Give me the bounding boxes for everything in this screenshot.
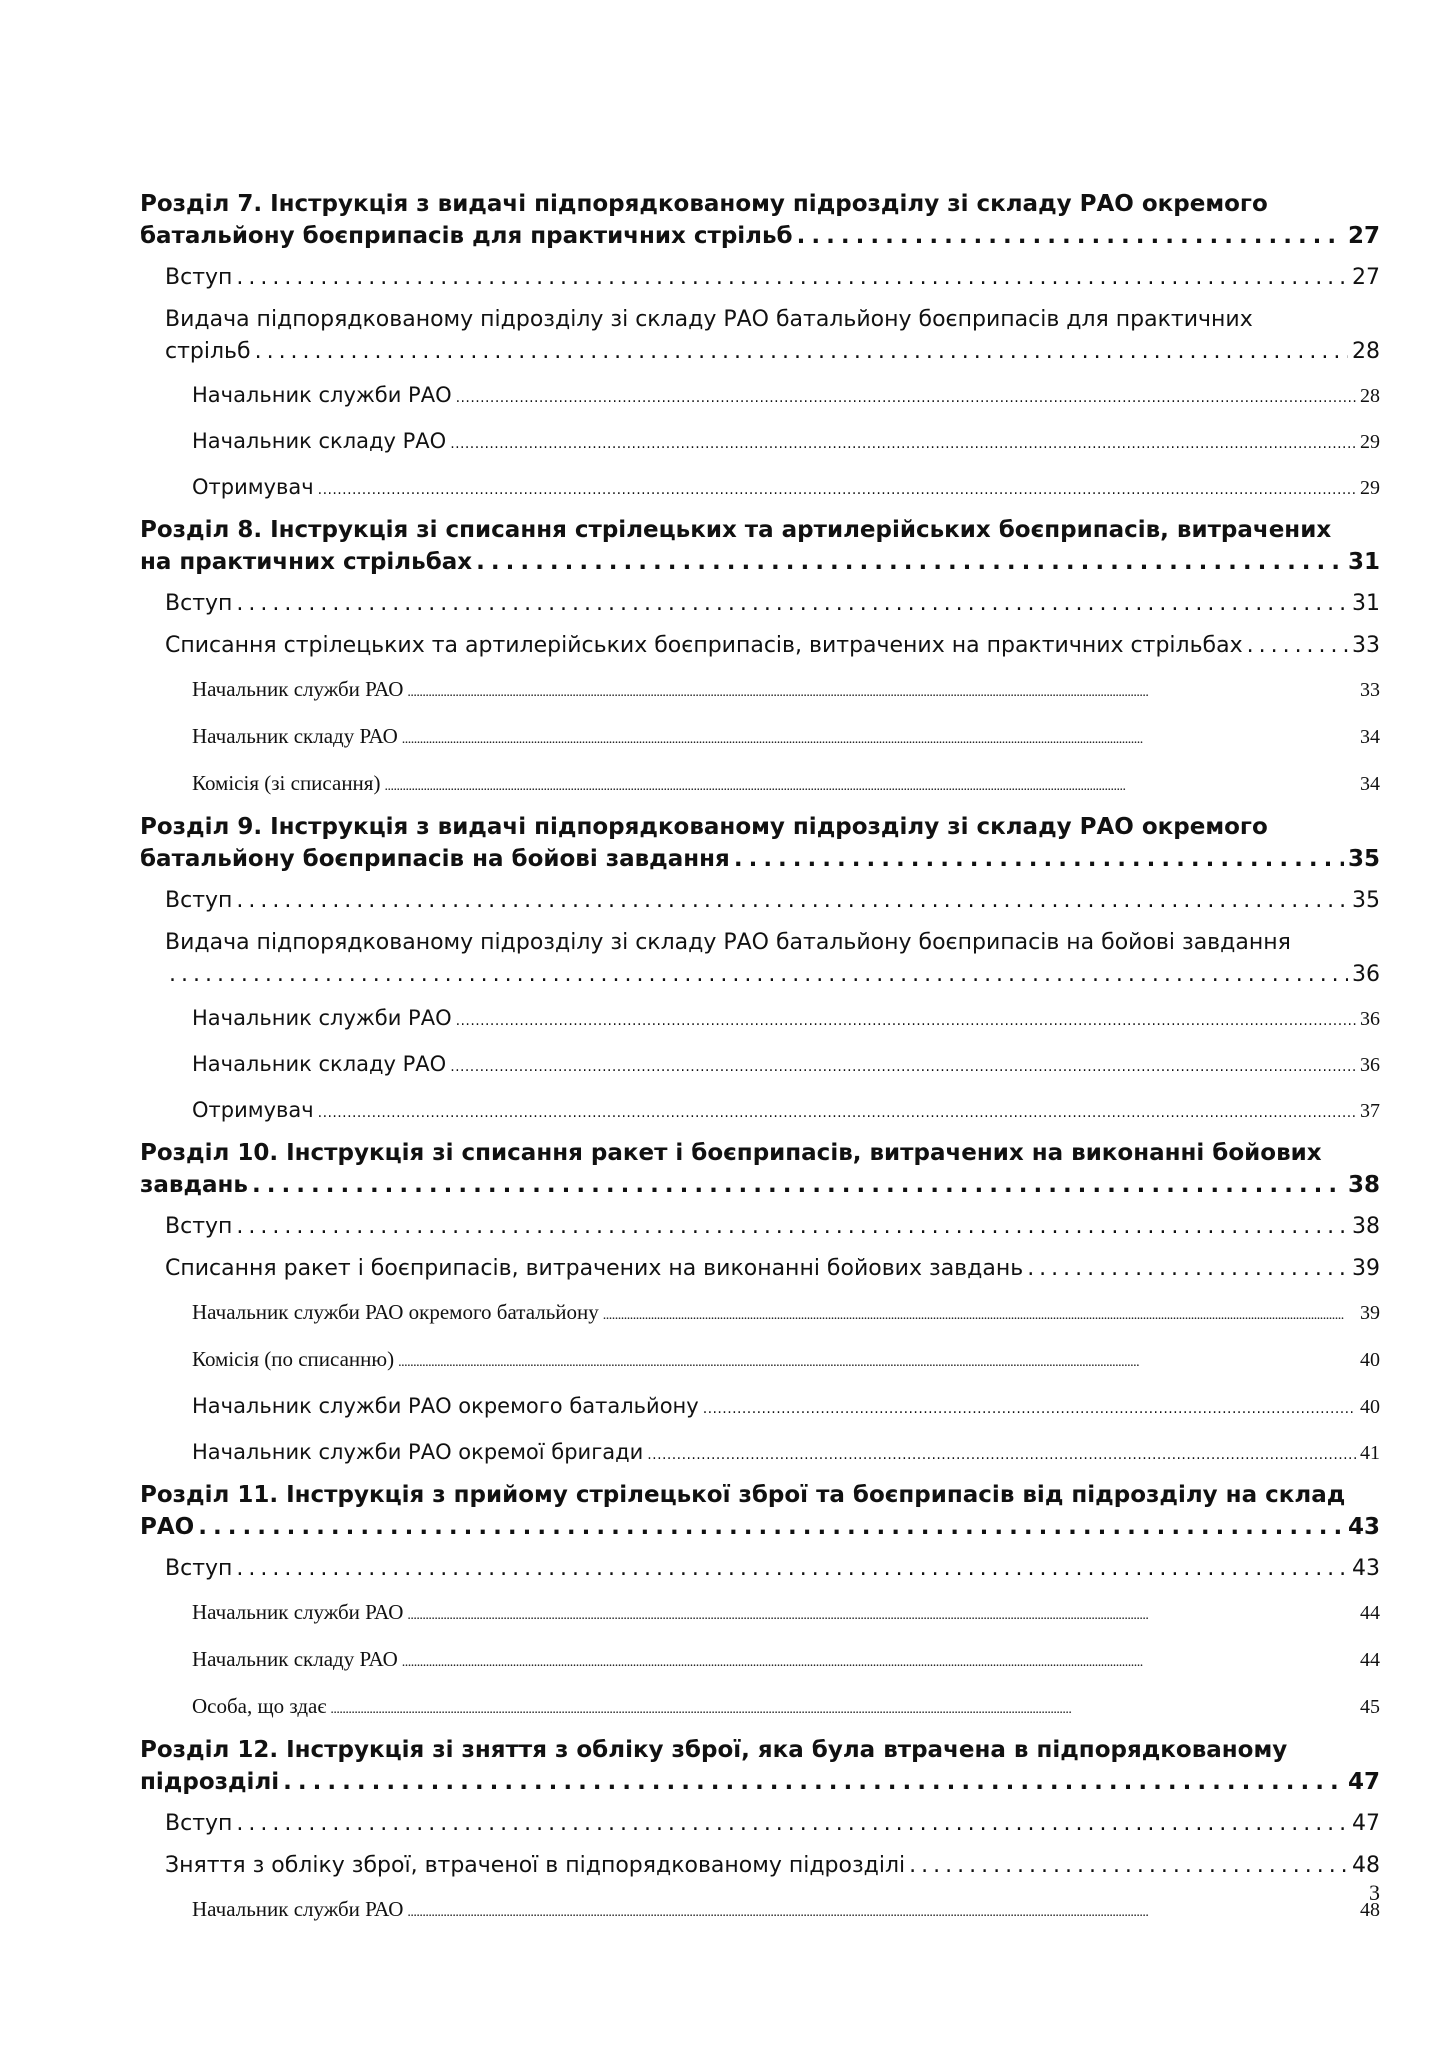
table-of-contents [140, 188, 1380, 1929]
toc-item[interactable]: Комісія (по списанню) . . . 40 [140, 1343, 1380, 1379]
toc-section-8[interactable] [140, 514, 1380, 578]
toc-section-title: батальйону боєприпасів для практичних стрільб [140, 223, 793, 249]
toc-section-title: Розділ 10. Інструкція зі списання ракет і боєприпасів, витрачених на виконанні бойових [140, 1140, 1322, 1166]
page-number: 3 [1369, 1880, 1380, 1905]
toc-section-10[interactable] [140, 1137, 1380, 1201]
toc-subsection[interactable]: Списання ракет і боєприпасів, витрачених на виконанні бойових завдань . . . 39 [140, 1253, 1380, 1285]
toc-section-title: завдань [140, 1172, 248, 1198]
toc-section-7[interactable] [140, 188, 1380, 252]
toc-subsection[interactable]: Зняття з обліку зброї, втраченої в підпорядкованому підрозділі . . . 48 [140, 1850, 1380, 1882]
toc-section-12[interactable] [140, 1734, 1380, 1798]
toc-item[interactable]: Начальник складу РАО . . . 29 [140, 425, 1380, 460]
toc-section-title: РАО [140, 1514, 195, 1540]
toc-subsection[interactable]: Видача підпорядкованому підрозділу зі складу РАО батальйону боєприпасів для практичних стрільб . . . 28 [140, 304, 1380, 368]
toc-item[interactable]: Начальник складу РАО . . . 36 [140, 1048, 1380, 1083]
toc-subsection-intro[interactable]: Вступ . . . 38 [140, 1211, 1380, 1243]
toc-item[interactable]: Начальник служби РАО . . . 36 [140, 1002, 1380, 1037]
toc-section-title: на практичних стрільбах [140, 549, 473, 575]
toc-section-title: Розділ 7. Інструкція з видачі підпорядкованому підрозділу зі складу РАО окремого [140, 191, 1268, 217]
toc-section-title: Розділ 8. Інструкція зі списання стрілецьких та артилерійських боєприпасів, витрачених [140, 517, 1332, 543]
toc-item[interactable]: Комісія (зі списання) . . . 34 [140, 767, 1380, 803]
toc-item[interactable]: Начальник служби РАО окремої бригади . . . 41 [140, 1436, 1380, 1471]
toc-subsection[interactable]: Списання стрілецьких та артилерійських боєприпасів, витрачених на практичних стрільбах . . . 33 [140, 630, 1380, 662]
toc-page-number: 35 [1347, 846, 1380, 872]
toc-item[interactable]: Отримувач . . . 29 [140, 471, 1380, 506]
toc-subsection-intro[interactable]: Вступ . . . 47 [140, 1808, 1380, 1840]
toc-page-number: 27 [1347, 223, 1380, 249]
toc-item[interactable]: Начальник складу РАО . . . 34 [140, 720, 1380, 756]
toc-section-11[interactable] [140, 1479, 1380, 1543]
toc-item[interactable]: Отримувач . . . 37 [140, 1094, 1380, 1129]
toc-item[interactable]: Начальник служби РАО . . . 44 [140, 1596, 1380, 1632]
toc-item[interactable]: Особа, що здає . . . 45 [140, 1690, 1380, 1726]
toc-item[interactable]: Начальник складу РАО . . . 44 [140, 1643, 1380, 1679]
toc-section-title: підрозділі [140, 1769, 280, 1795]
toc-section-title: Розділ 11. Інструкція з прийому стрілецької зброї та боєприпасів від підрозділу на склад [140, 1482, 1346, 1508]
toc-subsection-intro[interactable]: Вступ . . . 35 [140, 885, 1380, 917]
toc-subsection-intro[interactable]: Вступ . . . 27 [140, 262, 1380, 294]
toc-item[interactable]: Начальник служби РАО окремого батальйону . . . 39 [140, 1296, 1380, 1332]
toc-page-number: 47 [1347, 1769, 1380, 1795]
toc-subsection-intro[interactable]: Вступ . . . 31 [140, 588, 1380, 620]
toc-item[interactable]: Начальник служби РАО . . . 28 [140, 379, 1380, 414]
toc-subsection-intro[interactable]: Вступ . . . 43 [140, 1553, 1380, 1585]
toc-page-number: 38 [1347, 1172, 1380, 1198]
toc-item[interactable]: Начальник служби РАО окремого батальйону . . . 40 [140, 1390, 1380, 1425]
toc-page-number: 43 [1347, 1514, 1380, 1540]
toc-section-title: батальйону боєприпасів на бойові завдання [140, 846, 730, 872]
toc-section-title: Розділ 9. Інструкція з видачі підпорядкованому підрозділу зі складу РАО окремого [140, 814, 1268, 840]
toc-section-title: Розділ 12. Інструкція зі зняття з обліку зброї, яка була втрачена в підпорядкованому [140, 1737, 1288, 1763]
toc-page-number: 31 [1347, 549, 1380, 575]
toc-item[interactable]: Начальник служби РАО . . . 33 [140, 673, 1380, 709]
toc-item[interactable]: Начальник служби РАО . . . 48 [140, 1893, 1380, 1929]
toc-subsection[interactable]: Видача підпорядкованому підрозділу зі складу РАО батальйону боєприпасів на бойові завдання . . . 36 [140, 927, 1380, 991]
toc-section-9[interactable] [140, 811, 1380, 875]
